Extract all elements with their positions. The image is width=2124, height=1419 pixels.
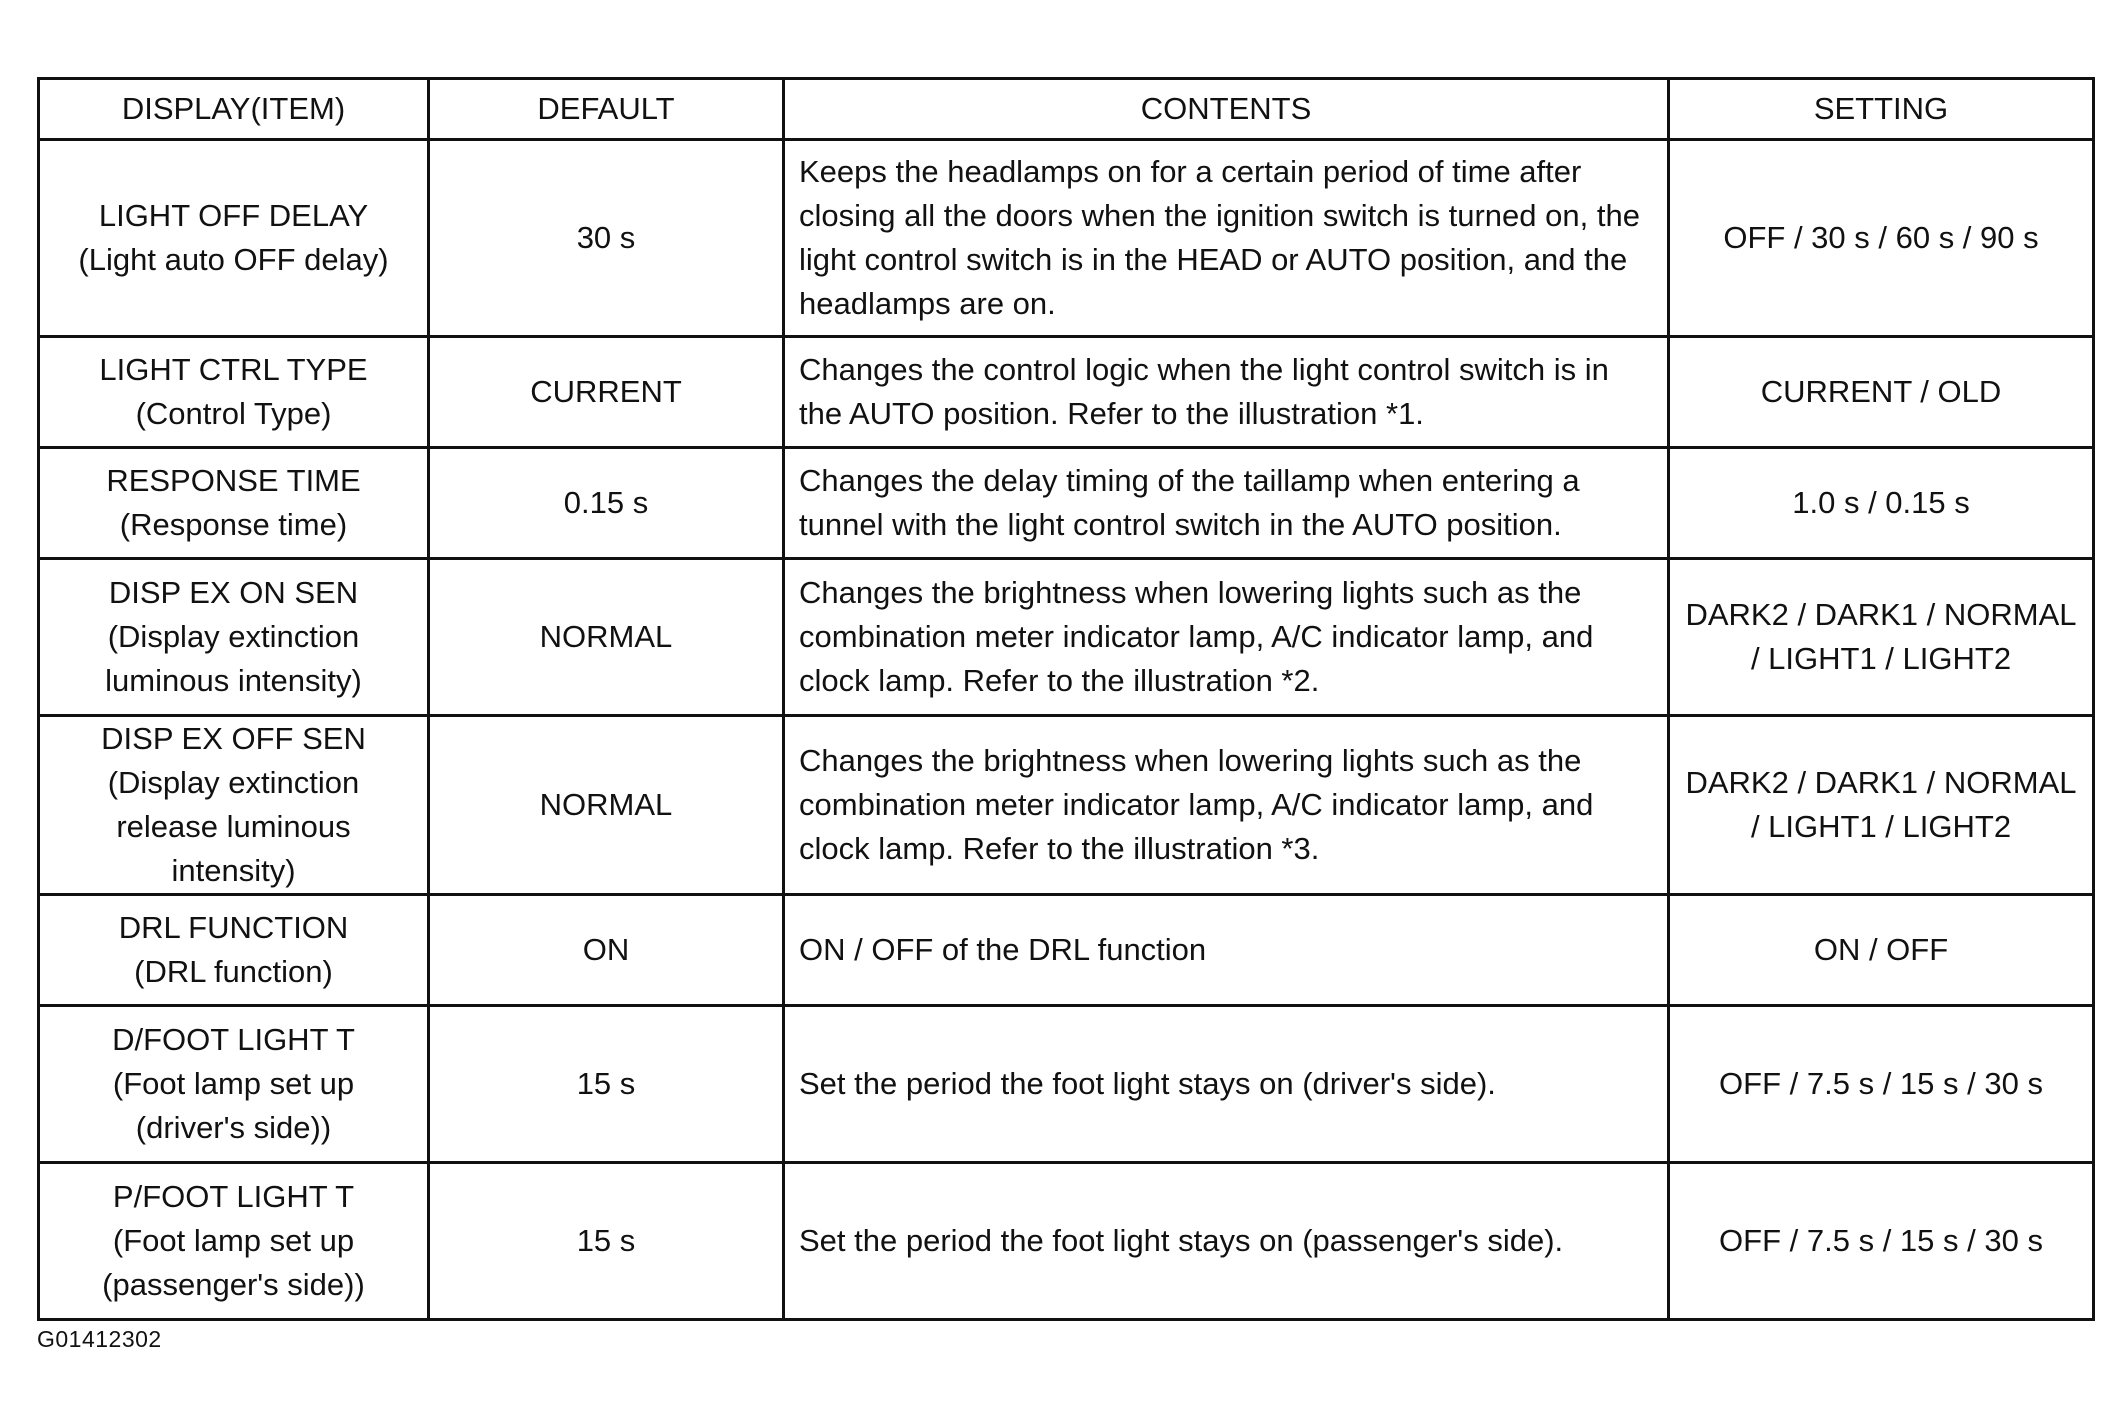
setting-cell: CURRENT / OLD xyxy=(1669,337,2094,448)
item-name: D/FOOT LIGHT T xyxy=(112,1022,355,1057)
contents-cell: Keeps the headlamps on for a certain period of time after closing all the doors when the ignition switch is turned on, the light control switch is in the HEAD or AUTO position, and the headlamps are on. xyxy=(784,140,1669,337)
contents-cell: Changes the delay timing of the taillamp when entering a tunnel with the light control switch in the AUTO position. xyxy=(784,448,1669,559)
default-cell: 0.15 s xyxy=(429,448,784,559)
item-description: (Control Type) xyxy=(135,396,332,431)
default-cell: 30 s xyxy=(429,140,784,337)
item-cell xyxy=(39,1006,429,1163)
item-name: LIGHT CTRL TYPE xyxy=(99,352,368,387)
item-name: DISP EX OFF SEN xyxy=(101,721,366,756)
item-name: P/FOOT LIGHT T xyxy=(112,1179,355,1214)
item-name: LIGHT OFF DELAY xyxy=(98,198,369,233)
item-cell xyxy=(39,448,429,559)
item-cell xyxy=(39,559,429,716)
setting-cell: OFF / 7.5 s / 15 s / 30 s xyxy=(1669,1163,2094,1320)
table-row xyxy=(39,716,2094,895)
default-cell: ON xyxy=(429,895,784,1006)
default-cell: NORMAL xyxy=(429,559,784,716)
setting-cell: 1.0 s / 0.15 s xyxy=(1669,448,2094,559)
item-description: (DRL function) xyxy=(134,954,333,989)
default-cell: NORMAL xyxy=(429,716,784,895)
item-description: (Response time) xyxy=(119,507,348,542)
item-name: DRL FUNCTION xyxy=(118,910,349,945)
table-row xyxy=(39,448,2094,559)
table-header-row xyxy=(39,79,2094,140)
item-cell xyxy=(39,140,429,337)
item-cell xyxy=(39,1163,429,1320)
settings-table-container xyxy=(37,77,2092,1321)
setting-cell: DARK2 / DARK1 / NORMAL / LIGHT1 / LIGHT2 xyxy=(1669,559,2094,716)
contents-cell: Set the period the foot light stays on (driver's side). xyxy=(784,1006,1669,1163)
item-cell xyxy=(39,337,429,448)
item-cell xyxy=(39,895,429,1006)
table-row xyxy=(39,337,2094,448)
item-name: DISP EX ON SEN xyxy=(108,575,359,610)
item-cell xyxy=(39,716,429,895)
settings-table xyxy=(37,77,2095,1321)
item-description: (Foot lamp set up (driver's side)) xyxy=(112,1066,355,1145)
table-row xyxy=(39,1163,2094,1320)
default-cell: 15 s xyxy=(429,1006,784,1163)
figure-id-label: G01412302 xyxy=(37,1326,162,1352)
contents-cell: Changes the control logic when the light control switch is in the AUTO position. Refer to the illustration *1. xyxy=(784,337,1669,448)
default-cell: CURRENT xyxy=(429,337,784,448)
item-description: (Foot lamp set up (passenger's side)) xyxy=(102,1223,365,1302)
setting-cell: OFF / 30 s / 60 s / 90 s xyxy=(1669,140,2094,337)
setting-cell: DARK2 / DARK1 / NORMAL / LIGHT1 / LIGHT2 xyxy=(1669,716,2094,895)
setting-cell: ON / OFF xyxy=(1669,895,2094,1006)
header-display-item: DISPLAY(ITEM) xyxy=(39,79,429,140)
default-cell: 15 s xyxy=(429,1163,784,1320)
contents-cell: Changes the brightness when lowering lights such as the combination meter indicator lamp, A/C indicator lamp, and clock lamp. Refer to the illustration *2. xyxy=(784,559,1669,716)
item-description: (Light auto OFF delay) xyxy=(78,242,389,277)
setting-cell: OFF / 7.5 s / 15 s / 30 s xyxy=(1669,1006,2094,1163)
item-description: (Display extinction luminous intensity) xyxy=(105,619,362,698)
contents-cell: Set the period the foot light stays on (passenger's side). xyxy=(784,1163,1669,1320)
header-setting: SETTING xyxy=(1669,79,2094,140)
table-row xyxy=(39,140,2094,337)
contents-cell: Changes the brightness when lowering lights such as the combination meter indicator lamp, A/C indicator lamp, and clock lamp. Refer to the illustration *3. xyxy=(784,716,1669,895)
contents-cell: ON / OFF of the DRL function xyxy=(784,895,1669,1006)
table-row xyxy=(39,559,2094,716)
table-row xyxy=(39,1006,2094,1163)
table-row xyxy=(39,895,2094,1006)
header-contents: CONTENTS xyxy=(784,79,1669,140)
header-default: DEFAULT xyxy=(429,79,784,140)
item-name: RESPONSE TIME xyxy=(106,463,361,498)
item-description: (Display extinction release luminous intensity) xyxy=(107,765,360,888)
